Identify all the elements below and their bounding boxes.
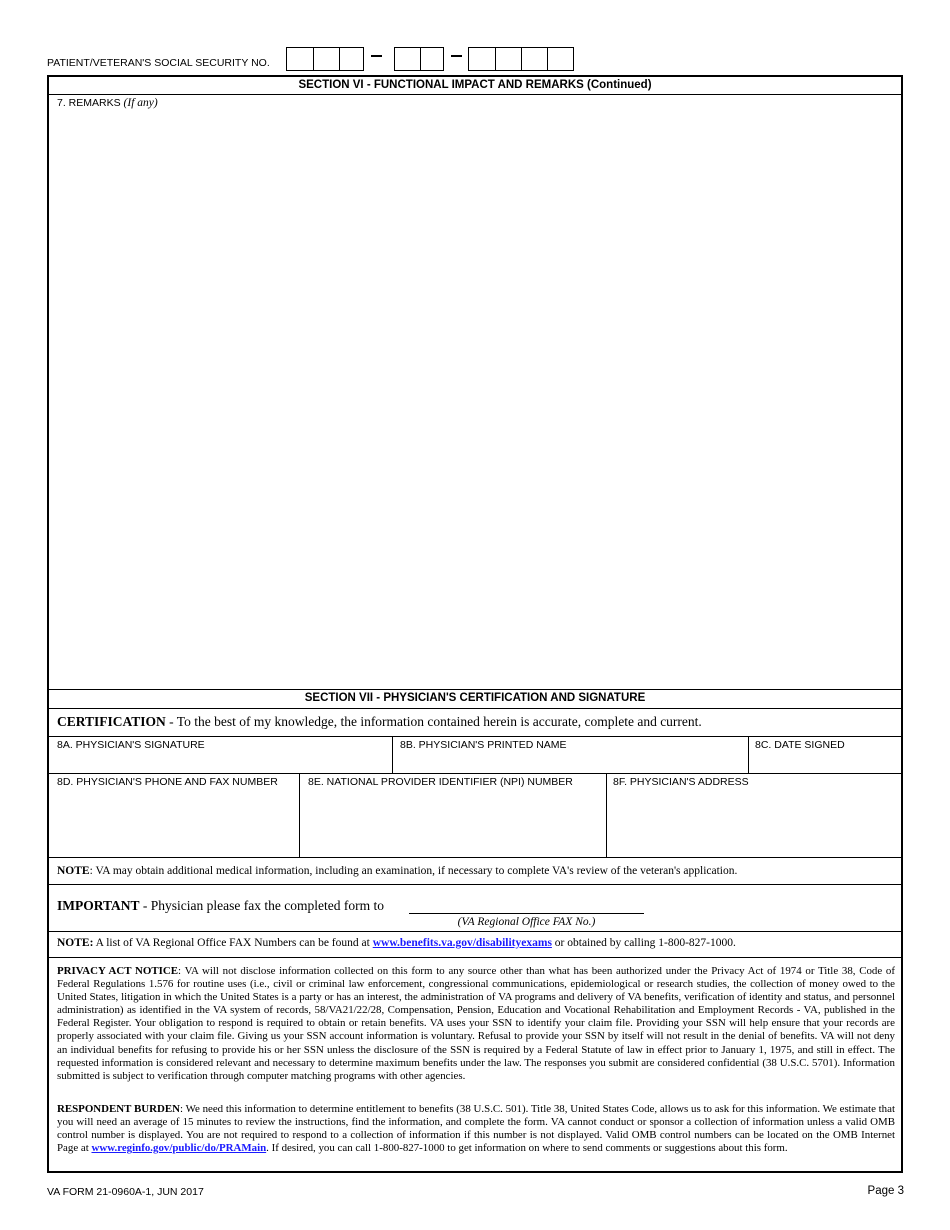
ssn-input-part2[interactable] bbox=[394, 47, 444, 71]
ssn-input-part3[interactable] bbox=[468, 47, 574, 71]
important-fax-instruction: IMPORTANT - Physician please fax the completed form to bbox=[57, 898, 384, 913]
note-fax-numbers: NOTE: A list of VA Regional Office FAX Numbers can be found at www.benefits.va.gov/disabilityexams or obtained by calling 1-800-827-1000. bbox=[57, 937, 736, 949]
respondent-burden: RESPONDENT BURDEN: We need this information to determine entitlement to benefits (38 U.S.C. 501). Title 38, United States Code, allows us to ask for this information. We estimate that you will need an average of 15 minutes to review the instructions, find the information, and complete the form. VA cannot conduct or sponsor a collection of information unless a valid OMB control number is displayed. You are not required to respond to a collection of information if this number is not displayed. Valid OMB control numbers can be located on the OMB Internet Page at www.reginfo.gov/public/do/PRAMain. If desired, you can call 1-800-827-1000 to get information on where to send comments or suggestions about this form. bbox=[57, 1103, 895, 1155]
benefits-link[interactable]: www.benefits.va.gov/disabilityexams bbox=[372, 937, 552, 949]
remarks-hint: (If any) bbox=[123, 97, 158, 109]
physician-address-label: 8F. PHYSICIAN'S ADDRESS bbox=[613, 776, 749, 788]
ssn-dash bbox=[371, 55, 382, 57]
physician-phone-fax-label: 8D. PHYSICIAN'S PHONE AND FAX NUMBER bbox=[57, 776, 278, 788]
physician-printed-name-field[interactable] bbox=[393, 753, 748, 773]
reginfo-link[interactable]: www.reginfo.gov/public/do/PRAMain bbox=[91, 1142, 267, 1155]
section-7-title: SECTION VII - PHYSICIAN'S CERTIFICATION AND SIGNATURE bbox=[304, 692, 646, 704]
remarks-textarea[interactable] bbox=[49, 111, 901, 689]
va-fax-number-field[interactable] bbox=[409, 895, 644, 913]
date-signed-label: 8C. DATE SIGNED bbox=[755, 739, 845, 751]
ssn-input-part1[interactable] bbox=[286, 47, 364, 71]
date-signed-field[interactable] bbox=[749, 753, 901, 773]
physician-address-field[interactable] bbox=[607, 790, 901, 857]
physician-signature-field[interactable] bbox=[49, 753, 392, 773]
ssn-dash bbox=[451, 55, 462, 57]
physician-phone-fax-field[interactable] bbox=[49, 790, 299, 857]
npi-number-field[interactable] bbox=[300, 790, 606, 857]
ssn-label: PATIENT/VETERAN'S SOCIAL SECURITY NO. bbox=[47, 57, 270, 69]
certification-heading: CERTIFICATION bbox=[57, 714, 166, 729]
physician-printed-name-label: 8B. PHYSICIAN'S PRINTED NAME bbox=[400, 739, 567, 751]
note-additional-info: NOTE: VA may obtain additional medical information, including an examination, if necessary to complete VA's review of the veteran's application. bbox=[57, 865, 738, 877]
section-6-title: SECTION VI - FUNCTIONAL IMPACT AND REMARKS (Continued) bbox=[298, 79, 652, 91]
privacy-act-notice: PRIVACY ACT NOTICE: VA will not disclose information collected on this form to any source other than what has been authorized under the Privacy Act of 1974 or Title 38, Code of Federal Regulations 1.576 for routine uses (i.e., civil or criminal law enforcement, congressional communications, epidemiological or research studies, the collection of money owed to the United States, litigation in which the United States is a party or has an interest, the administration of VA programs and delivery of VA benefits, verification of identity and status, and personnel administration) as identified in the VA system of records, 58/VA21/22/28, Compensation, Pension, Education and Vocational Rehabilitation and Employment Records - VA, published in the Federal Register. Your obligation to respond is required to obtain or retain benefits. VA uses your SSN to identify your claim file. Providing your SSN will help ensure that your records are properly associated with your claim file. Giving us your SSN account information is voluntary. Refusal to provide your SSN by itself will not result in the denial of benefits. VA will not deny an individual benefits for refusing to provide his or her SSN unless the disclosure of the SSN is required by a Federal Statute of law in effect prior to January 1, 1975, and still in effect. The requested information is considered relevant and necessary to determine maximum benefits under the law. The responses you submit are considered confidential (38 U.S.C. 5701). Information submitted is subject to verification through computer matching programs with other agencies. bbox=[57, 965, 895, 1082]
page-number: Page 3 bbox=[867, 1185, 904, 1197]
fax-caption: (VA Regional Office FAX No.) bbox=[457, 916, 596, 928]
npi-number-label: 8E. NATIONAL PROVIDER IDENTIFIER (NPI) NUMBER bbox=[308, 776, 573, 788]
remarks-label: 7. REMARKS (If any) bbox=[57, 97, 158, 109]
form-frame bbox=[47, 75, 903, 1173]
certification-statement: CERTIFICATION - To the best of my knowledge, the information contained herein is accurate, complete and current. bbox=[57, 714, 702, 729]
physician-signature-label: 8A. PHYSICIAN'S SIGNATURE bbox=[57, 739, 205, 751]
form-id: VA FORM 21-0960A-1, JUN 2017 bbox=[47, 1186, 204, 1198]
fax-underline bbox=[409, 913, 644, 914]
